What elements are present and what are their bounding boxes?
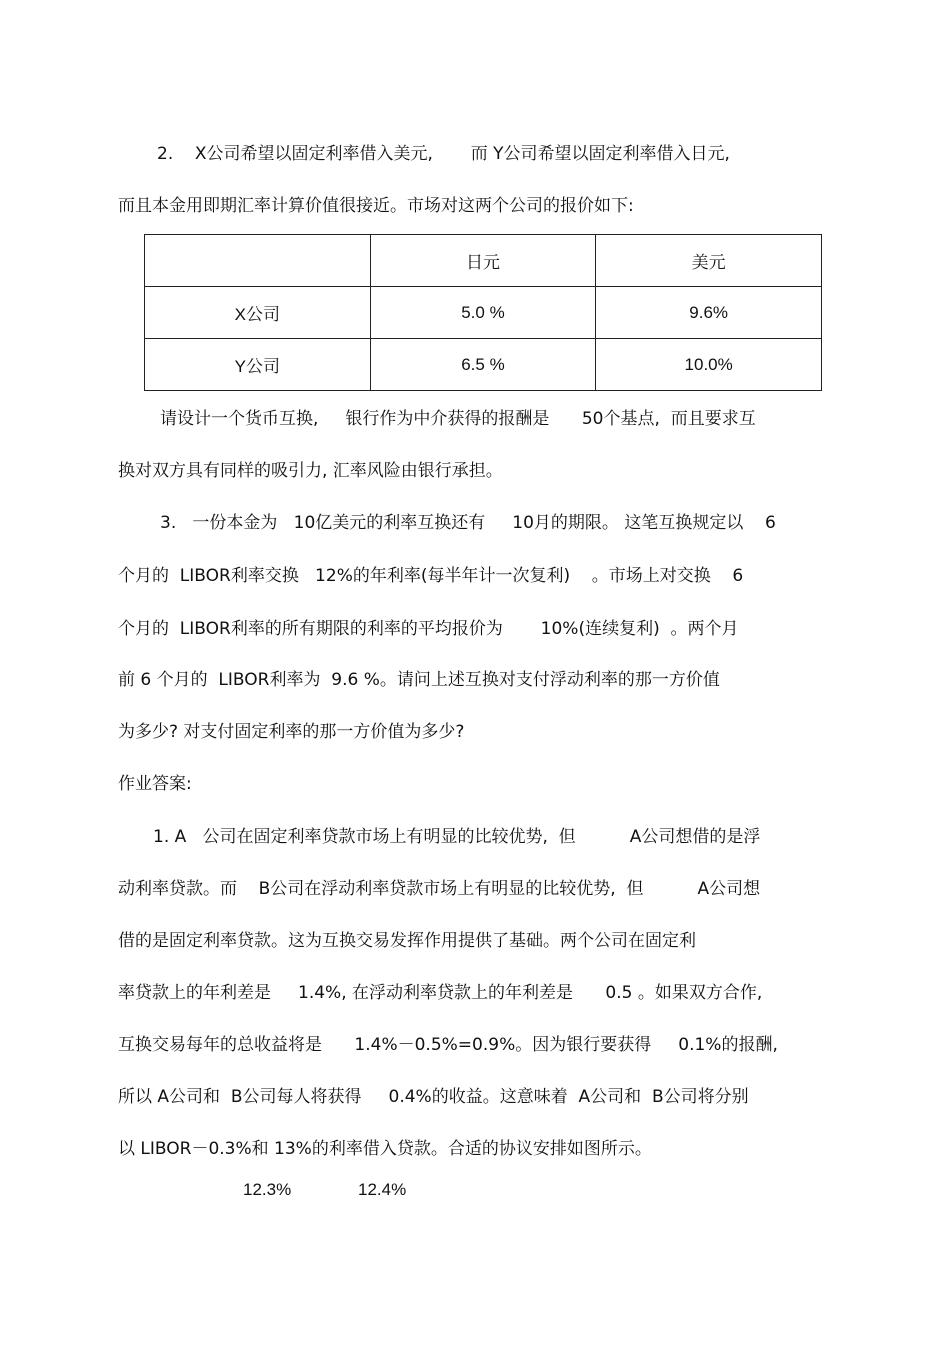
table-cell: 9.6% <box>596 287 822 339</box>
table-row <box>145 339 822 391</box>
answer-1-line-6: 所以 A公司和 B公司每人将获得 0.4%的收益。这意味着 A公司和 B公司将分别 <box>118 1087 749 1107</box>
table-cell: 6.5 % <box>370 339 596 391</box>
figure-label-right: 12.4% <box>358 1180 407 1199</box>
table-header-cell: 美元 <box>596 235 822 287</box>
answer-1-line-2: 动利率贷款。而 B公司在浮动利率贷款市场上有明显的比较优势, 但 A公司想 <box>118 879 761 899</box>
problem-2-line-2: 而且本金用即期汇率计算价值很接近。市场对这两个公司的报价如下: <box>118 196 634 216</box>
table-header-row <box>145 235 822 287</box>
answer-1-line-3: 借的是固定利率贷款。这为互换交易发挥作用提供了基础。两个公司在固定利 <box>118 931 696 951</box>
problem-2-line-4: 换对双方具有同样的吸引力, 汇率风险由银行承担。 <box>118 461 503 481</box>
problem-3-line-3: 个月的 LIBOR利率的所有期限的利率的平均报价为 10%(连续复利) 。两个月 <box>118 619 739 639</box>
problem-3-line-5: 为多少? 对支付固定利率的那一方价值为多少? <box>118 722 465 742</box>
table-row <box>145 287 822 339</box>
answer-1-line-4: 率贷款上的年利差是 1.4%, 在浮动利率贷款上的年利差是 0.5 。如果双方合作, <box>118 983 763 1003</box>
answer-1-line-7: 以 LIBOR－0.3%和 13%的利率借入贷款。合适的协议安排如图所示。 <box>118 1139 652 1159</box>
quote-table <box>144 234 822 391</box>
problem-3-line-2: 个月的 LIBOR利率交换 12%的年利率(每半年计一次复利) 。市场上对交换 6 <box>118 566 744 586</box>
table-cell: 10.0% <box>596 339 822 391</box>
table-cell: X公司 <box>145 287 371 339</box>
answer-1-line-1: 1. A 公司在固定利率贷款市场上有明显的比较优势, 但 A公司想借的是浮 <box>153 827 761 847</box>
problem-3-line-4: 前 6 个月的 LIBOR利率为 9.6 %。请问上述互换对支付浮动利率的那一方价值 <box>118 670 720 690</box>
table-header-cell <box>145 235 371 287</box>
table-cell: 5.0 % <box>370 287 596 339</box>
table-header-cell: 日元 <box>370 235 596 287</box>
problem-2-line-3: 请设计一个货币互换, 银行作为中介获得的报酬是 50个基点, 而且要求互 <box>160 409 756 429</box>
table-cell: Y公司 <box>145 339 371 391</box>
figure-label-left: 12.3% <box>243 1180 292 1199</box>
problem-3-line-1: 3. 一份本金为 10亿美元的利率互换还有 10月的期限。 这笔互换规定以 6 <box>160 513 776 533</box>
answer-1-line-5: 互换交易每年的总收益将是 1.4%－0.5%=0.9%。因为银行要获得 0.1%的报酬, <box>118 1035 778 1055</box>
answers-heading: 作业答案: <box>118 774 192 794</box>
problem-2-line-1: 2. X公司希望以固定利率借入美元, 而 Y公司希望以固定利率借入日元, <box>157 144 730 164</box>
